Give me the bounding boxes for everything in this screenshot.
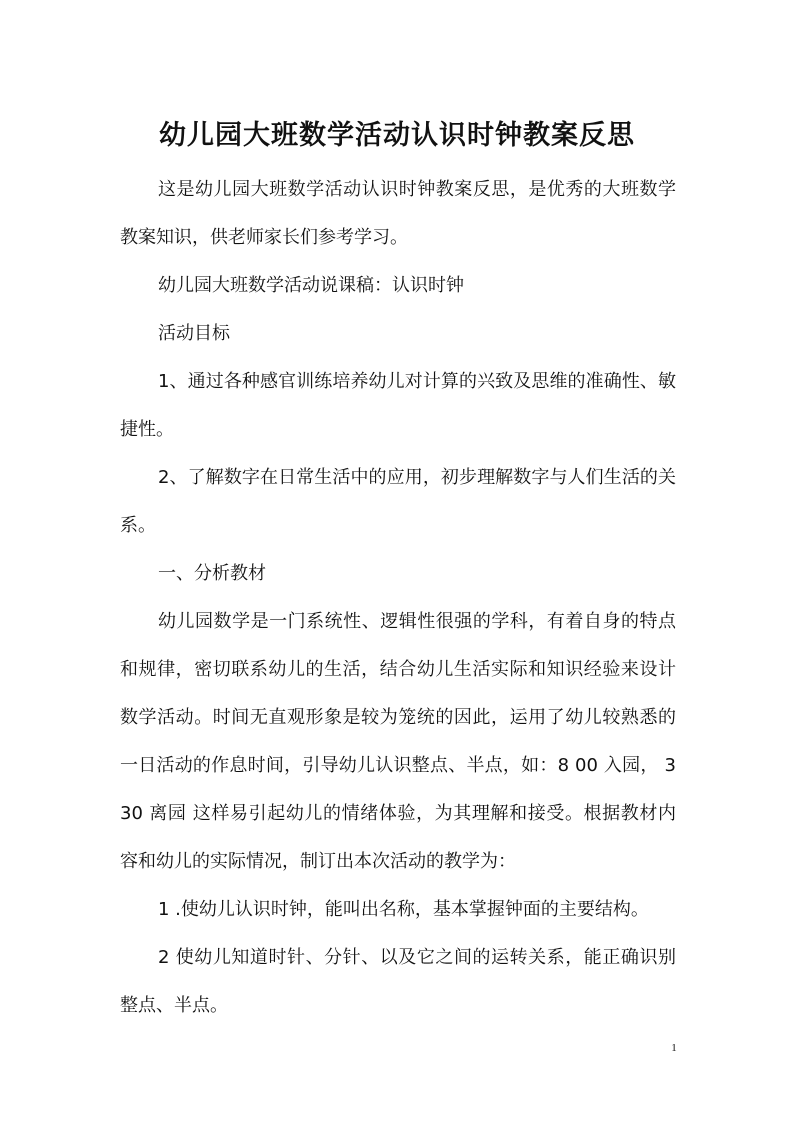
paragraph-objective-2: 2 使幼儿知道时针、分针、以及它之间的运转关系，能正确识别整点、半点。 [120,947,676,1016]
paragraph-goal-2: 2、了解数字在日常生活中的应用，初步理解数字与人们生活的关系。 [120,467,676,536]
paragraph-goal-1: 1、通过各种感官训练培养幼儿对计算的兴致及思维的准确性、敏捷性。 [120,371,676,440]
paragraph-objective-1: 1 .使幼儿认识时钟，能叫出名称，基本掌握钟面的主要结构。 [158,899,649,920]
paragraph-heading-analysis: 一、分析教材 [158,563,266,584]
document-title: 幼儿园大班数学活动认识时钟教案反思 [159,120,635,152]
paragraph-intro: 这是幼儿园大班数学活动认识时钟教案反思，是优秀的大班数学教案知识，供老师家长们参考学习。 [120,179,676,248]
paragraph-heading-goals: 活动目标 [158,323,230,344]
document-body [120,166,676,1030]
paragraph-heading-lecture: 幼儿园大班数学活动说课稿：认识时钟 [158,275,464,296]
paragraph-analysis: 幼儿园数学是一门系统性、逻辑性很强的学科，有着自身的特点和规律，密切联系幼儿的生活，结合幼儿生活实际和知识经验来设计数学活动。时间无直观形象是较为笼统的因此，运用了幼儿较熟悉的一日活动的作息时间，引导幼儿认识整点、半点，如：8 00 入园， 3 30 离园 这样易引起幼儿的情绪体验，为其理解和接受。根据教材内容和幼儿的实际情况，制订出本次活动的教学为： [120,611,676,872]
page-number: 1 [671,1042,677,1054]
